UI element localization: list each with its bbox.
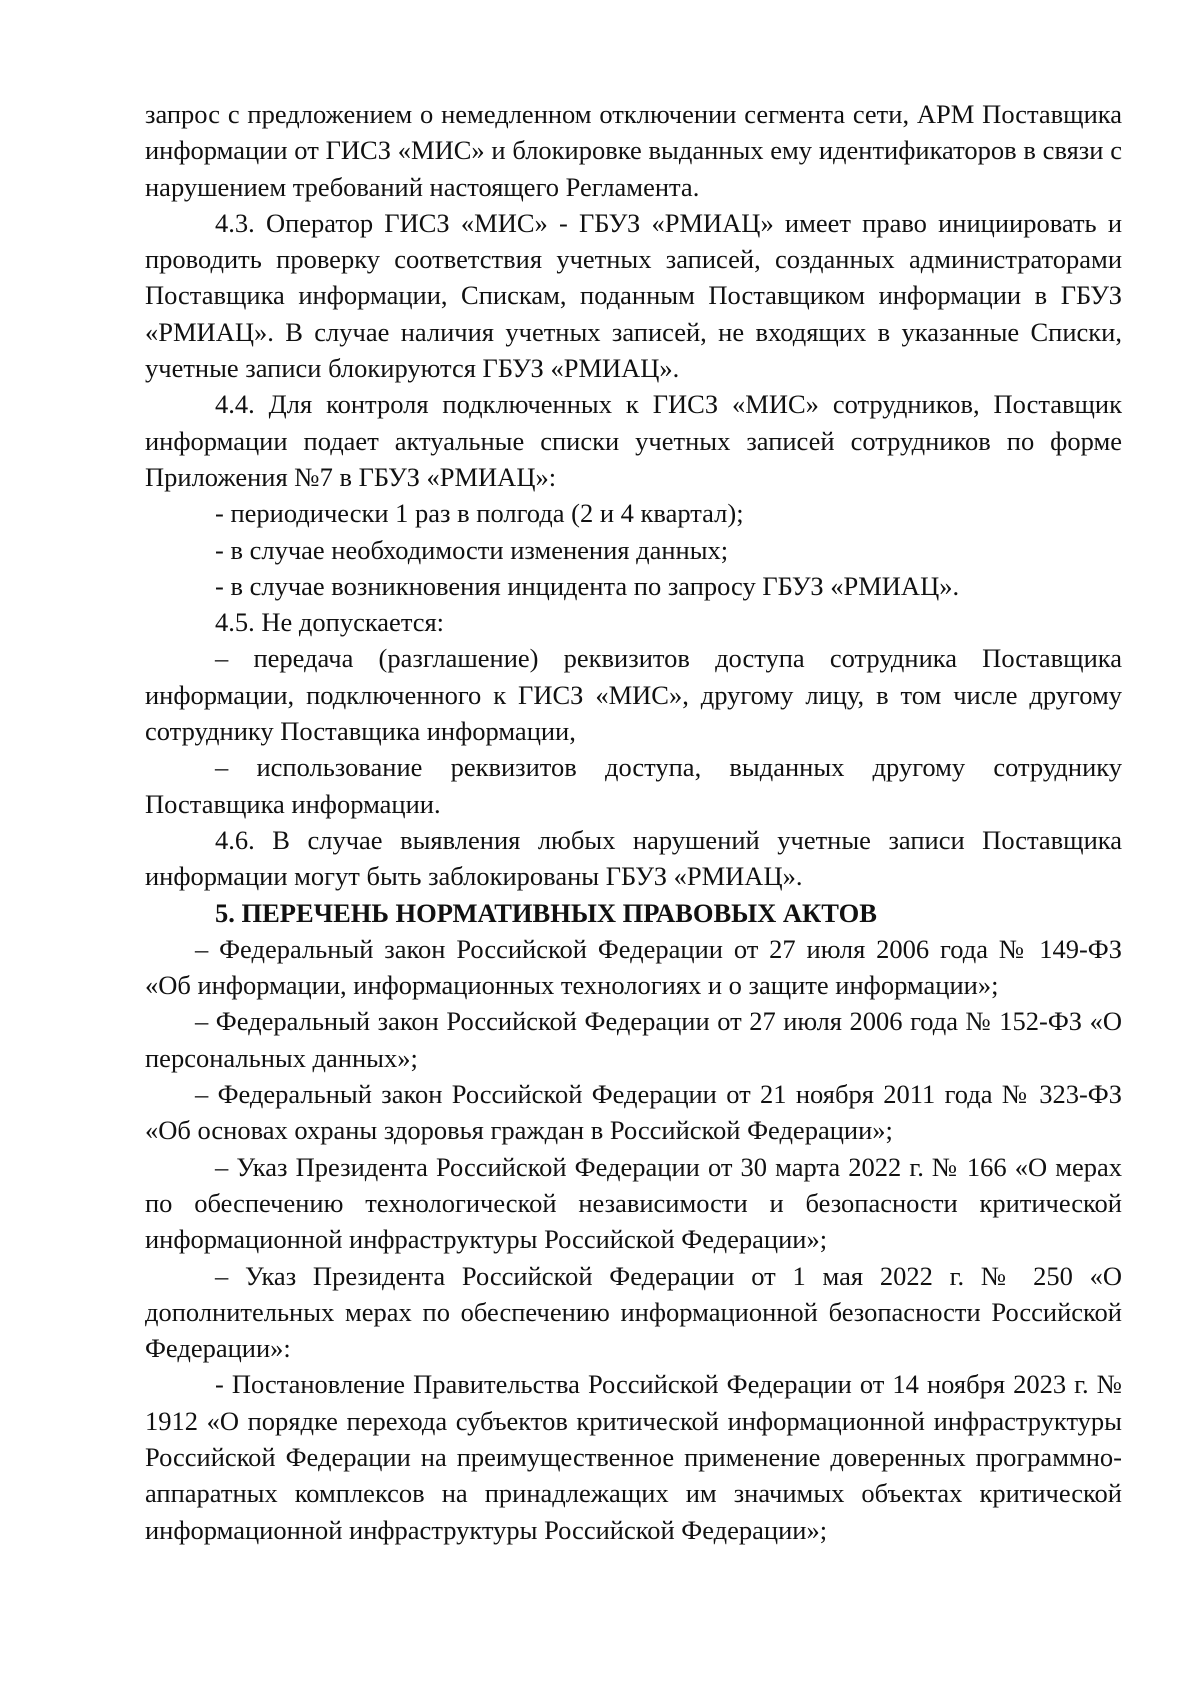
act-item-149fz: – Федеральный закон Российской Федерации от 27 июля 2006 года № 149-ФЗ «Об информации, информационных технологиях и о защите информации»; [145,933,1122,1001]
paragraph-4-6: 4.6. В случае выявления любых нарушений учетные записи Поставщика информации могут быть заблокированы ГБУЗ «РМИАЦ». [145,824,1122,892]
act-item-323fz: – Федеральный закон Российской Федерации от 21 ноября 2011 года № 323-ФЗ «Об основах охраны здоровья граждан в Российской Федерации»; [145,1079,1122,1146]
list-item-incident: - в случае возникновения инцидента по запросу ГБУЗ «РМИАЦ». [215,570,960,601]
list-item-disclosure: – передача (разглашение) реквизитов доступа сотрудника Поставщика информации, подключенного к ГИСЗ «МИС», другому лицу, в том числе другому сотруднику Поставщика информации, [145,643,1122,747]
paragraph-4-3: 4.3. Оператор ГИСЗ «МИС» - ГБУЗ «РМИАЦ» имеет право инициировать и проводить проверку соответствия учетных записей, созданных администраторами Поставщика информации, Спискам, поданным Поставщиком информации в ГБУЗ «РМИАЦ». В случае наличия учетных записей, не входящих в указанные Списки, учетные записи блокируются ГБУЗ «РМИАЦ». [145,207,1122,384]
section-heading: 5. ПЕРЕЧЕНЬ НОРМАТИВНЫХ ПРАВОВЫХ АКТОВ [215,897,877,928]
act-item-resolution-1912: - Постановление Правительства Российской Федерации от 14 ноября 2023 г. № 1912 «О порядке перехода субъектов критической информационной инфраструктуры Российской Федерации на преимущественное применение доверенных программно-аппаратных комплексов на принадлежащих им значимых объектах критической информационной инфраструктуры Российской Федерации»; [145,1369,1122,1545]
list-item-periodic: - периодически 1 раз в полгода (2 и 4 квартал); [215,498,744,529]
list-item-usage: – использование реквизитов доступа, выданных другому сотруднику Поставщика информации. [145,752,1122,819]
act-item-decree-166: – Указ Президента Российской Федерации от 30 марта 2022 г. № 166 «О мерах по обеспечению технологической независимости и безопасности критической информационной инфраструктуры Российской Федерации»; [145,1151,1122,1255]
list-item-data-change: - в случае необходимости изменения данных; [215,534,729,565]
paragraph-4-5: 4.5. Не допускается: [215,607,445,638]
paragraph-4-4: 4.4. Для контроля подключенных к ГИСЗ «МИС» сотрудников, Поставщик информации подает актуальные списки учетных записей сотрудников по форме Приложения №7 в ГБУЗ «РМИАЦ»: [145,389,1122,492]
act-item-152fz: – Федеральный закон Российской Федерации от 27 июля 2006 года № 152-ФЗ «О персональных данных»; [145,1006,1122,1073]
paragraph-continuation: запрос с предложением о немедленном отключении сегмента сети, АРМ Поставщика информации от ГИСЗ «МИС» и блокировке выданных ему идентификаторов в связи с нарушением требований настоящего Регламента. [145,99,1122,202]
act-item-decree-250: – Указ Президента Российской Федерации от 1 мая 2022 г. № 250 «О дополнительных мерах по обеспечению информационной безопасности Российской Федерации»: [145,1260,1122,1364]
